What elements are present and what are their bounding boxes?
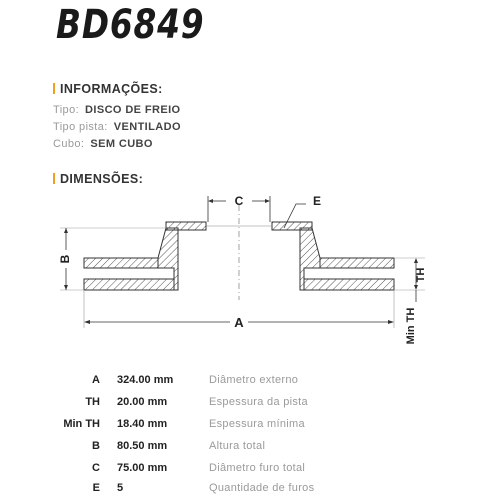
spec-desc: Quantidade de furos: [209, 482, 315, 494]
right-lower-plate: [304, 279, 394, 290]
spec-label: E: [92, 482, 100, 494]
spec-label: B: [92, 440, 100, 452]
info-row-tipo-pista: [53, 121, 181, 133]
spec-value: 20.00 mm: [117, 396, 168, 408]
info-value: SEM CUBO: [90, 138, 153, 150]
spec-row-b: [0, 440, 500, 456]
right-upper-plate: [320, 258, 394, 268]
info-key: Tipo:: [53, 104, 80, 116]
left-upper-plate: [84, 258, 158, 268]
info-row-tipo: [53, 104, 181, 116]
dim-label-b: B: [58, 254, 73, 264]
spec-desc: Espessura da pista: [209, 396, 308, 408]
spec-row-th: [0, 396, 500, 412]
brake-disc-cross-section: [0, 180, 500, 355]
section-heading-info: [53, 82, 163, 96]
accent-bar: [53, 83, 55, 94]
info-value: VENTILADO: [113, 121, 181, 133]
dim-label-e: E: [313, 194, 322, 208]
dim-label-min-th: Min TH: [404, 307, 417, 345]
spec-label: A: [92, 374, 100, 386]
spec-row-e: [0, 482, 500, 498]
spec-desc: Diâmetro furo total: [209, 462, 306, 474]
spec-row-a: [0, 374, 500, 390]
info-row-cubo: [53, 138, 153, 150]
spec-value: 5: [117, 482, 124, 494]
dim-label-th: TH: [414, 267, 427, 283]
spec-desc: Diâmetro externo: [209, 374, 299, 386]
top-plate-right: [272, 222, 312, 230]
spec-row-min-th: [0, 418, 500, 434]
spec-label: C: [92, 462, 100, 474]
info-key: Tipo pista:: [53, 121, 108, 133]
dim-label-c: C: [234, 194, 244, 208]
info-key: Cubo:: [53, 138, 85, 150]
spec-desc: Espessura mínima: [209, 418, 305, 430]
spec-value: 324.00 mm: [117, 374, 174, 386]
product-code: BD6849: [56, 2, 205, 48]
left-lower-plate: [84, 279, 174, 290]
dim-label-a: A: [234, 315, 244, 330]
spec-value: 75.00 mm: [117, 462, 168, 474]
info-heading-text: INFORMAÇÕES:: [60, 82, 163, 96]
spec-label: TH: [85, 396, 100, 408]
spec-label: Min TH: [63, 418, 100, 430]
spec-value: 80.50 mm: [117, 440, 168, 452]
spec-value: 18.40 mm: [117, 418, 168, 430]
dimensoes-heading-text: DIMENSÕES:: [60, 172, 144, 186]
top-plate-left: [166, 222, 206, 230]
spec-desc: Altura total: [209, 440, 266, 452]
spec-row-c: [0, 462, 500, 478]
info-value: DISCO DE FREIO: [85, 104, 181, 116]
